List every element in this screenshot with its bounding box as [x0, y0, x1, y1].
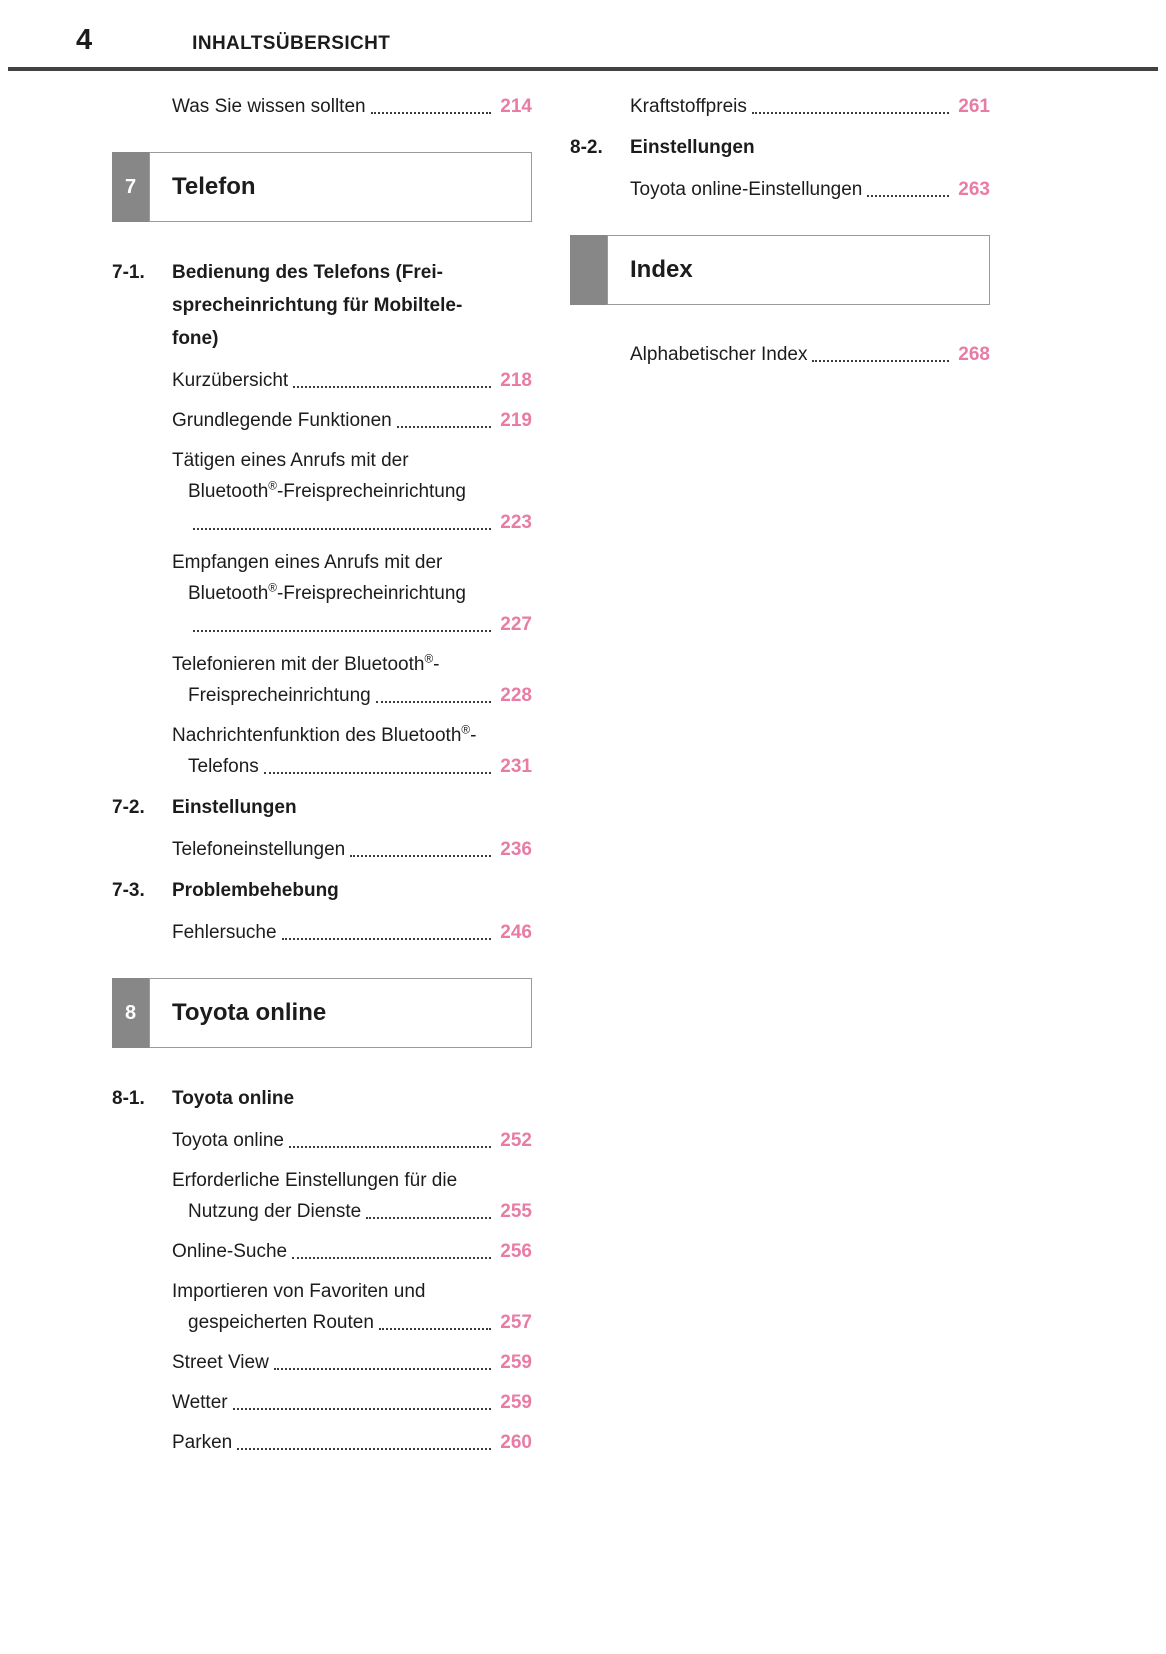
entry-page-number: 260 — [500, 1432, 532, 1453]
entry-line — [172, 1347, 532, 1378]
toc-entry — [112, 720, 532, 782]
dot-leader — [363, 1196, 496, 1227]
entry-page-number: 231 — [500, 756, 532, 777]
entry-page-number: 261 — [958, 96, 990, 117]
entry-page-number: 218 — [500, 370, 532, 391]
entry-text: Parken — [172, 1432, 233, 1453]
entry-page-number: 259 — [500, 1352, 532, 1373]
entry-line — [172, 405, 532, 436]
toc-entry — [570, 91, 990, 122]
toc-entry — [112, 547, 532, 640]
entry-continuation-line — [172, 751, 532, 782]
dot-leader — [234, 1427, 496, 1458]
entry-text: Toyota online-Einstellungen — [630, 179, 863, 200]
toc-entry — [112, 834, 532, 865]
subsection-title-line: Einstellungen — [172, 797, 297, 818]
entry-page-number: 256 — [500, 1241, 532, 1262]
entry-line — [172, 91, 532, 122]
subsection-title-line: Einstellungen — [630, 137, 755, 158]
entry-text: gespeicherten Routen — [188, 1312, 374, 1333]
entry-page-number: 227 — [500, 614, 532, 635]
entry-dots-line — [172, 507, 532, 538]
entry-text: Nachrichtenfunktion des Bluetooth®- — [172, 723, 477, 746]
dot-leader — [286, 1125, 496, 1156]
chapter-number-tab: 8 — [112, 978, 149, 1048]
chapter-title: Telefon — [172, 173, 256, 200]
subsection-title — [172, 874, 532, 907]
dot-leader — [271, 1347, 496, 1378]
entry-text: Freisprecheinrichtung — [188, 685, 371, 706]
dot-leader — [190, 507, 496, 538]
entry-text: Bluetooth®-Freisprecheinrichtung — [188, 581, 466, 604]
dot-leader — [261, 751, 497, 782]
entry-text: Bluetooth®-Freisprecheinrichtung — [188, 479, 466, 502]
subsection-number: 8-2. — [570, 137, 603, 158]
entry-line — [172, 1236, 532, 1267]
entry-page-number: 228 — [500, 685, 532, 706]
entry-text: Telefons — [188, 756, 259, 777]
entry-text: Alphabetischer Index — [630, 344, 808, 365]
subsection-number: 7-3. — [112, 880, 145, 901]
entry-continuation-line — [172, 476, 532, 507]
entry-page-number: 219 — [500, 410, 532, 431]
toc-subsection-heading — [112, 1082, 532, 1115]
toc-entry — [112, 1347, 532, 1378]
entry-line — [172, 1276, 532, 1307]
entry-page-number: 259 — [500, 1392, 532, 1413]
subsection-title-line: fone) — [172, 328, 219, 349]
dot-leader — [394, 405, 497, 436]
chapter-title: Toyota online — [172, 999, 327, 1026]
dot-leader — [190, 609, 496, 640]
toc-entry — [112, 365, 532, 396]
entry-line — [630, 174, 990, 205]
entry-text: Toyota online — [172, 1130, 284, 1151]
dot-leader — [749, 91, 954, 122]
dot-leader — [290, 365, 496, 396]
toc-subsection-heading — [570, 131, 990, 164]
entry-line — [172, 917, 532, 948]
entry-text: Grundlegende Funktionen — [172, 410, 392, 431]
toc-entry — [112, 91, 532, 122]
entry-line — [172, 1125, 532, 1156]
toc-entry — [112, 1165, 532, 1227]
entry-text: Nutzung der Dienste — [188, 1201, 362, 1222]
entry-line — [172, 834, 532, 865]
dot-leader — [809, 339, 954, 370]
chapter-number-tab — [570, 235, 607, 305]
toc-entry — [570, 174, 990, 205]
entry-text: Fehlersuche — [172, 922, 277, 943]
toc-entry — [112, 649, 532, 711]
entry-continuation-line — [172, 578, 532, 609]
page-header — [0, 0, 1166, 71]
subsection-title-line: Bedienung des Telefons (Frei- — [172, 262, 443, 283]
chapter-title: Index — [630, 256, 693, 283]
dot-leader — [347, 834, 496, 865]
entry-line — [172, 445, 532, 476]
toc-entry — [112, 1427, 532, 1458]
subsection-title-line: sprecheinrichtung für Mobiltele- — [172, 295, 463, 316]
entry-dots-line — [172, 609, 532, 640]
entry-continuation-line — [172, 1307, 532, 1338]
entry-text: Street View — [172, 1352, 269, 1373]
toc-entry — [112, 1387, 532, 1418]
entry-text: Wetter — [172, 1392, 228, 1413]
entry-text: Tätigen eines Anrufs mit der — [172, 450, 409, 471]
dot-leader — [864, 174, 954, 205]
entry-text: Kraftstoffpreis — [630, 96, 747, 117]
entry-line — [172, 1387, 532, 1418]
entry-page-number: 214 — [500, 96, 532, 117]
left-column — [112, 91, 532, 1467]
chapter-heading — [112, 152, 532, 222]
entry-line — [172, 649, 532, 680]
dot-leader — [373, 680, 497, 711]
subsection-title-line: Problembehebung — [172, 880, 339, 901]
entry-page-number: 263 — [958, 179, 990, 200]
entry-line — [172, 720, 532, 751]
entry-page-number: 246 — [500, 922, 532, 943]
dot-leader — [289, 1236, 496, 1267]
entry-continuation-line — [172, 680, 532, 711]
toc-entry — [112, 917, 532, 948]
subsection-title — [172, 791, 532, 824]
entry-line — [630, 339, 990, 370]
chapter-heading — [112, 978, 532, 1048]
entry-text: Empfangen eines Anrufs mit der — [172, 552, 443, 573]
registered-trademark-symbol: ® — [461, 723, 471, 737]
entry-line — [172, 547, 532, 578]
chapter-title-box — [149, 978, 532, 1048]
entry-text: Kurzübersicht — [172, 370, 289, 391]
right-column — [570, 91, 990, 1467]
entry-continuation-line — [172, 1196, 532, 1227]
toc-content — [0, 71, 1166, 1467]
dot-leader — [279, 917, 497, 948]
chapter-title-box — [149, 152, 532, 222]
page-title: INHALTSÜBERSICHT — [192, 33, 391, 54]
subsection-number: 7-1. — [112, 262, 145, 283]
toc-entry — [112, 405, 532, 436]
subsection-number: 8-1. — [112, 1088, 145, 1109]
dot-leader — [230, 1387, 497, 1418]
entry-page-number: 236 — [500, 839, 532, 860]
entry-text: Importieren von Favoriten und — [172, 1281, 426, 1302]
toc-entry — [570, 339, 990, 370]
registered-trademark-symbol: ® — [268, 581, 277, 595]
subsection-title — [172, 1082, 532, 1115]
subsection-title-line: Toyota online — [172, 1088, 295, 1109]
dot-leader — [376, 1307, 496, 1338]
entry-text: Online-Suche — [172, 1241, 288, 1262]
toc-entry — [112, 1125, 532, 1156]
chapter-heading — [570, 235, 990, 305]
entry-text: Telefonieren mit der Bluetooth®- — [172, 652, 440, 675]
entry-text: Erforderliche Einstellungen für die — [172, 1170, 458, 1191]
entry-line — [172, 1165, 532, 1196]
chapter-title-box — [607, 235, 990, 305]
toc-entry — [112, 1276, 532, 1338]
subsection-title — [172, 256, 532, 355]
entry-line — [172, 365, 532, 396]
entry-page-number: 223 — [500, 512, 532, 533]
registered-trademark-symbol: ® — [424, 652, 434, 666]
entry-text: Was Sie wissen sollten — [172, 96, 366, 117]
header-row — [0, 0, 1166, 57]
subsection-number: 7-2. — [112, 797, 145, 818]
entry-text: Telefoneinstellungen — [172, 839, 346, 860]
registered-trademark-symbol: ® — [268, 479, 277, 493]
toc-entry — [112, 1236, 532, 1267]
toc-entry — [112, 445, 532, 538]
entry-page-number: 255 — [500, 1201, 532, 1222]
toc-subsection-heading — [112, 256, 532, 355]
entry-page-number: 252 — [500, 1130, 532, 1151]
entry-line — [172, 1427, 532, 1458]
toc-subsection-heading — [112, 874, 532, 907]
subsection-title — [630, 131, 990, 164]
chapter-number-tab: 7 — [112, 152, 149, 222]
entry-line — [630, 91, 990, 122]
toc-subsection-heading — [112, 791, 532, 824]
entry-page-number: 268 — [958, 344, 990, 365]
entry-page-number: 257 — [500, 1312, 532, 1333]
dot-leader — [368, 91, 497, 122]
page-number: 4 — [76, 24, 93, 56]
